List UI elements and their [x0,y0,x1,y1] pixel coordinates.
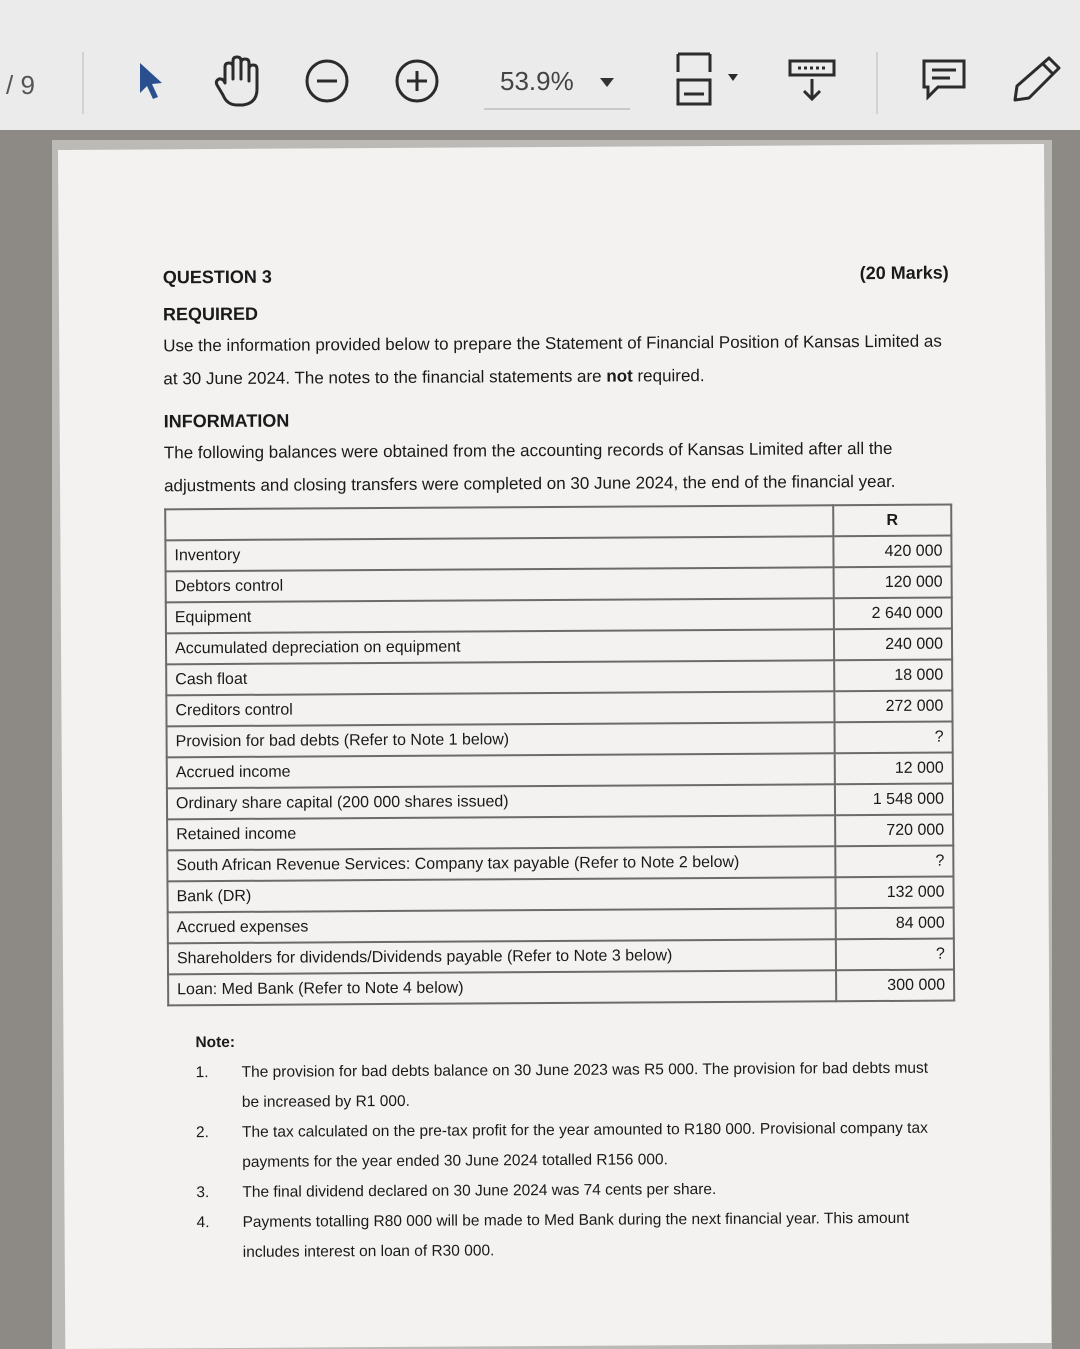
fit-page-icon[interactable] [672,50,744,110]
row-label: Inventory [165,536,833,571]
table-header-row [165,505,951,541]
row-label: Shareholders for dividends/Dividends payable (Refer to Note 3 below) [168,939,836,974]
note-item [196,1054,954,1119]
table-row [166,567,952,603]
download-icon[interactable] [786,54,838,106]
toolbar-divider [876,52,878,114]
note-text: The final dividend declared on 30 June 2024 was 74 cents per share. [242,1180,717,1201]
row-amount: 240 000 [834,629,952,661]
row-amount: 84 000 [836,908,954,940]
required-text: Use the information provided below to prepare the Statement of Financial Position of Kansas Limited as at 30 June 2024. The notes to the financial statements are not required. [163,331,942,389]
question-title: QUESTION 3 [162,266,272,288]
table-row [167,784,953,820]
comment-icon[interactable] [918,54,970,104]
table-row [168,908,954,944]
note-text: The provision for bad debts balance on 30 June 2023 was R5 000. The provision for bad debts must be increased by R1 000. [241,1059,929,1111]
row-amount: ? [835,846,953,878]
row-amount: 18 000 [834,660,952,692]
note-text: Payments totalling R80 000 will be made to Med Bank during the next financial year. This amount includes interest on loan of R30 000. [242,1209,910,1261]
row-label: Bank (DR) [167,877,835,912]
table-row [168,939,954,975]
required-text-bold: not [606,366,633,386]
chevron-down-icon [600,78,614,87]
row-label: Cash float [166,660,834,695]
table-row [167,722,953,758]
row-amount: 132 000 [835,877,953,909]
row-label: Accumulated depreciation on equipment [166,629,834,664]
row-amount: 2 640 000 [834,598,952,630]
table-row [167,815,953,851]
zoom-value: 53.9% [500,66,574,96]
table-row [165,536,951,572]
select-arrow-icon[interactable] [130,56,170,106]
table-row [166,691,952,727]
row-amount: 300 000 [836,970,954,1002]
table-row [167,877,953,913]
zoom-select[interactable] [484,56,630,110]
page-count: / 9 [6,70,35,100]
balances-table [164,504,955,1007]
row-amount: 720 000 [835,815,953,847]
row-label: Ordinary share capital (200 000 shares issued) [167,784,835,819]
table-row [167,846,953,882]
row-label: Loan: Med Bank (Refer to Note 4 below) [168,970,836,1005]
row-amount: ? [836,939,954,971]
table-header-blank [165,505,833,540]
note-item [196,1174,954,1209]
zoom-in-icon[interactable] [392,56,442,106]
row-amount: 12 000 [835,753,953,785]
row-amount: 420 000 [833,536,951,568]
pen-icon[interactable] [1008,52,1066,104]
note-number: 3. [196,1184,210,1202]
question-content [163,263,955,1269]
notes-list [196,1054,955,1269]
required-title: REQUIRED [162,303,259,325]
notes-section [195,1030,954,1269]
table-row [167,753,953,789]
hand-icon[interactable] [212,52,264,110]
row-amount: 120 000 [834,567,952,599]
row-label: Debtors control [166,567,834,602]
information-title: INFORMATION [163,410,290,432]
table-row [166,598,952,634]
table-row [168,970,954,1006]
table-row [166,660,952,696]
row-label: Retained income [167,815,835,850]
row-label: Provision for bad debts (Refer to Note 1 below) [167,722,835,757]
row-amount: ? [835,722,953,754]
zoom-out-icon[interactable] [302,56,352,106]
row-amount: 1 548 000 [835,784,953,816]
document-page [58,144,1051,1349]
information-text: The following balances were obtained from the accounting records of Kansas Limited after all the adjustments and closing transfers were completed on 30 June 2024, the end of the financial year. [163,438,896,496]
question-header [163,263,949,289]
toolbar-divider [82,52,84,114]
note-item [196,1204,954,1269]
currency-header: R [833,505,951,537]
table-row [166,629,952,665]
row-amount: 272 000 [834,691,952,723]
row-label: Equipment [166,598,834,633]
row-label: Accrued income [167,753,835,788]
note-text: The tax calculated on the pre-tax profit for the year amounted to R180 000. Provisional company tax payments for the year ended 30 June 2024 totalled R156 000. [241,1119,928,1171]
notes-title: Note: [195,1033,236,1052]
note-number: 4. [196,1214,210,1232]
marks-label: (20 Marks) [859,262,949,284]
row-label: Creditors control [166,691,834,726]
note-number: 1. [195,1064,209,1082]
note-item [196,1114,954,1179]
pdf-toolbar [0,0,1080,131]
row-label: South African Revenue Services: Company tax payable (Refer to Note 2 below) [167,846,835,881]
note-number: 2. [195,1124,209,1142]
row-label: Accrued expenses [168,908,836,943]
